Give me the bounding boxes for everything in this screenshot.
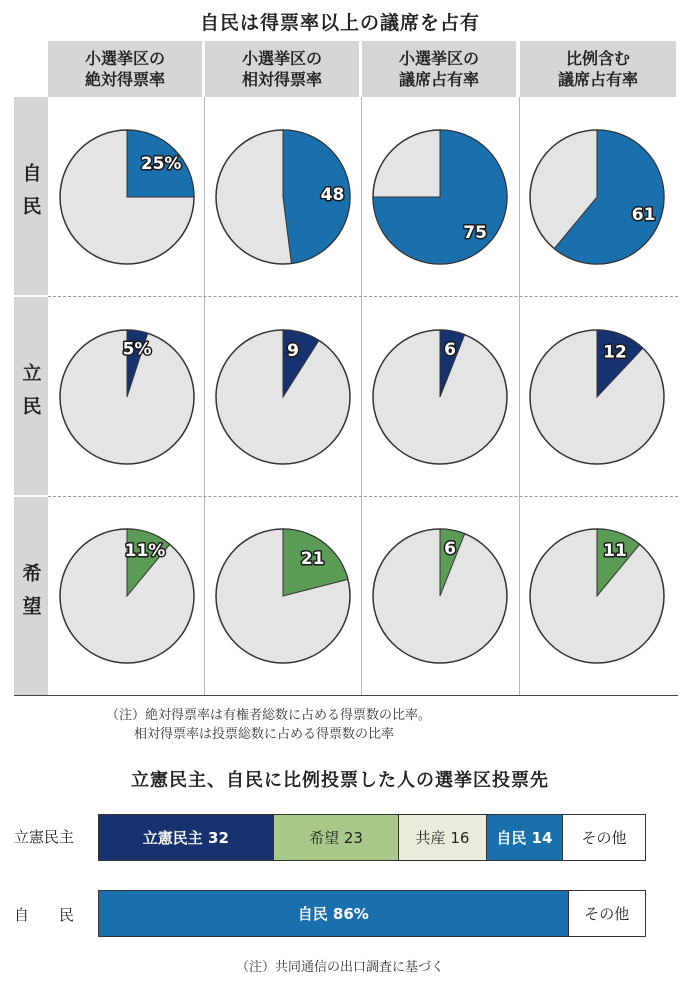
footer-note: （注）共同通信の出口調査に基づく	[235, 960, 444, 975]
note-line-1: （注）絶対得票率は有権者総数に占める得票数の比率。	[106, 708, 432, 723]
stacked-bar-jimin	[98, 890, 646, 937]
column-header-1: 小選挙区の 絶対得票率	[48, 41, 202, 97]
note-line-2: 相対得票率は投票総数に占める得票数の比率	[134, 727, 395, 742]
bar-segment: 自民 86%	[99, 891, 569, 936]
grid-bottom-rule	[14, 695, 678, 696]
pie-grid	[14, 97, 678, 695]
pie-value-label: 6	[444, 539, 456, 559]
bar-segment: 自民 14	[487, 815, 563, 860]
row-label-kibou: 希望	[14, 497, 48, 695]
pie-value-label: 21	[300, 548, 325, 569]
bar-segment: その他	[569, 891, 645, 936]
pie-value-label: 25%	[140, 153, 182, 174]
pie-value-label: 12	[603, 342, 627, 363]
row-label-jimin: 自民	[14, 97, 48, 295]
bar-segment: 希望 23	[274, 815, 400, 860]
bar-segment: 共産 16	[399, 815, 486, 860]
column-header-4: 比例含む 議席占有率	[520, 41, 676, 97]
bar-segment: 立憲民主 32	[99, 815, 274, 860]
bar-chart-title: 立憲民主、自民に比例投票した人の選挙区投票先	[131, 770, 549, 791]
pie-value-label: 9	[287, 341, 299, 361]
bar-segment: その他	[563, 815, 645, 860]
column-header-3: 小選挙区の 議席占有率	[362, 41, 516, 97]
pie-value-label: 6	[444, 340, 456, 360]
pie-value-label: 11%	[124, 541, 166, 561]
stacked-bar-rikken	[98, 814, 646, 861]
pie-value-label: 48	[320, 184, 345, 205]
pie-value-label: 75	[463, 223, 487, 244]
bar-label-rikken: 立憲民主	[14, 828, 75, 846]
bar-label-jimin: 自 民	[14, 906, 75, 924]
pie-charts	[14, 97, 678, 695]
pie-value-label: 61	[631, 204, 656, 225]
column-header-2: 小選挙区の 相対得票率	[205, 41, 359, 97]
row-label-rikken: 立民	[14, 297, 48, 495]
pie-value-label: 5%	[122, 339, 152, 360]
pie-value-label: 11	[603, 541, 627, 561]
chart-title: 自民は得票率以上の議席を占有	[199, 12, 480, 34]
